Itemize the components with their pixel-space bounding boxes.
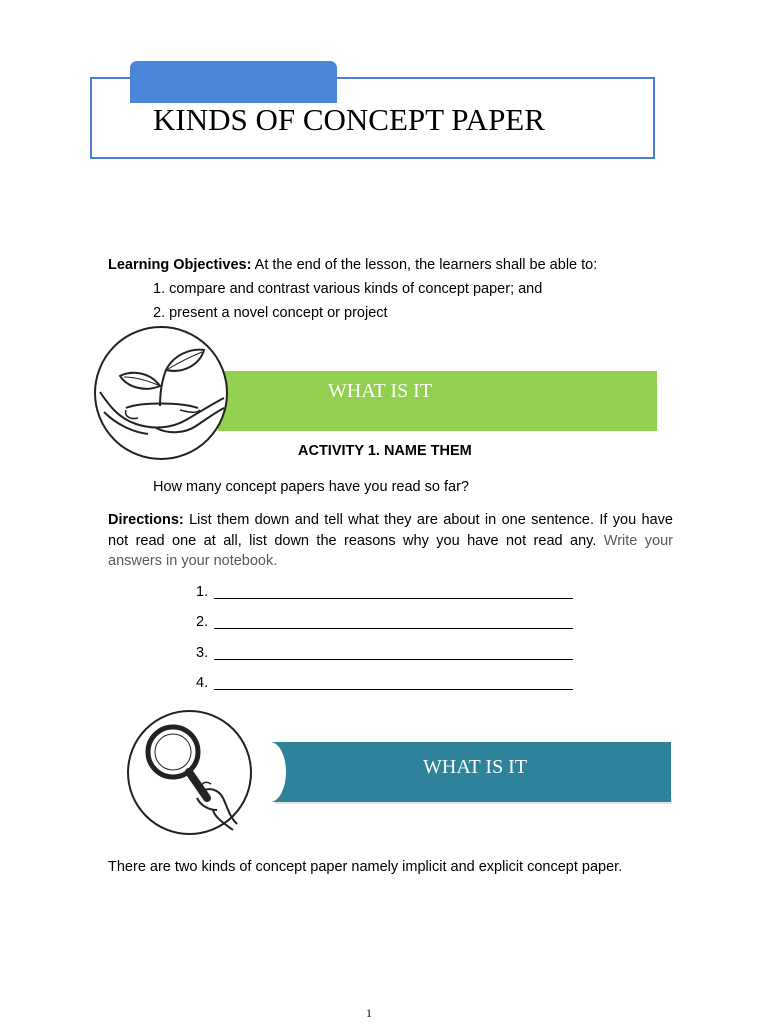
- objective-item: 1. compare and contrast various kinds of concept paper; and: [153, 281, 543, 297]
- directions-paragraph: [108, 510, 673, 572]
- title-tab-decoration: [130, 61, 337, 103]
- answer-number: 3.: [196, 645, 209, 661]
- objectives-label: Learning Objectives:: [108, 257, 252, 273]
- directions-note: Write your answers in your notebook.: [108, 532, 673, 569]
- objective-item: 2. present a novel concept or project: [153, 305, 388, 321]
- answer-number: 1.: [196, 584, 209, 600]
- page-title: KINDS OF CONCEPT PAPER: [153, 102, 545, 137]
- section-banner-title: WHAT IS IT: [328, 380, 433, 402]
- closing-paragraph: There are two kinds of concept paper namely implicit and explicit concept paper.: [108, 859, 623, 875]
- directions-label: Directions:: [108, 512, 184, 528]
- answer-line[interactable]: [214, 628, 573, 629]
- learning-objectives: [108, 256, 597, 274]
- answer-line[interactable]: [214, 689, 573, 690]
- plant-in-hands-icon: [94, 326, 228, 460]
- objectives-intro: At the end of the lesson, the learners shall be able to:: [251, 257, 598, 273]
- page-number: 1: [366, 1006, 372, 1020]
- magnifying-glass-icon: [127, 710, 252, 835]
- answer-number: 2.: [196, 614, 209, 630]
- section-banner-title: WHAT IS IT: [423, 756, 528, 778]
- activity-question: How many concept papers have you read so far?: [153, 479, 469, 495]
- answer-line[interactable]: [214, 659, 573, 660]
- directions-text: List them down and tell what they are about in one sentence. If you have not read one at all, list down the reasons why you have not read any.: [108, 512, 673, 549]
- banner-notch: [254, 742, 286, 802]
- answer-number: 4.: [196, 675, 209, 691]
- section-banner-green: [218, 371, 657, 431]
- answer-line[interactable]: [214, 598, 573, 599]
- activity-title: ACTIVITY 1. NAME THEM: [298, 443, 472, 459]
